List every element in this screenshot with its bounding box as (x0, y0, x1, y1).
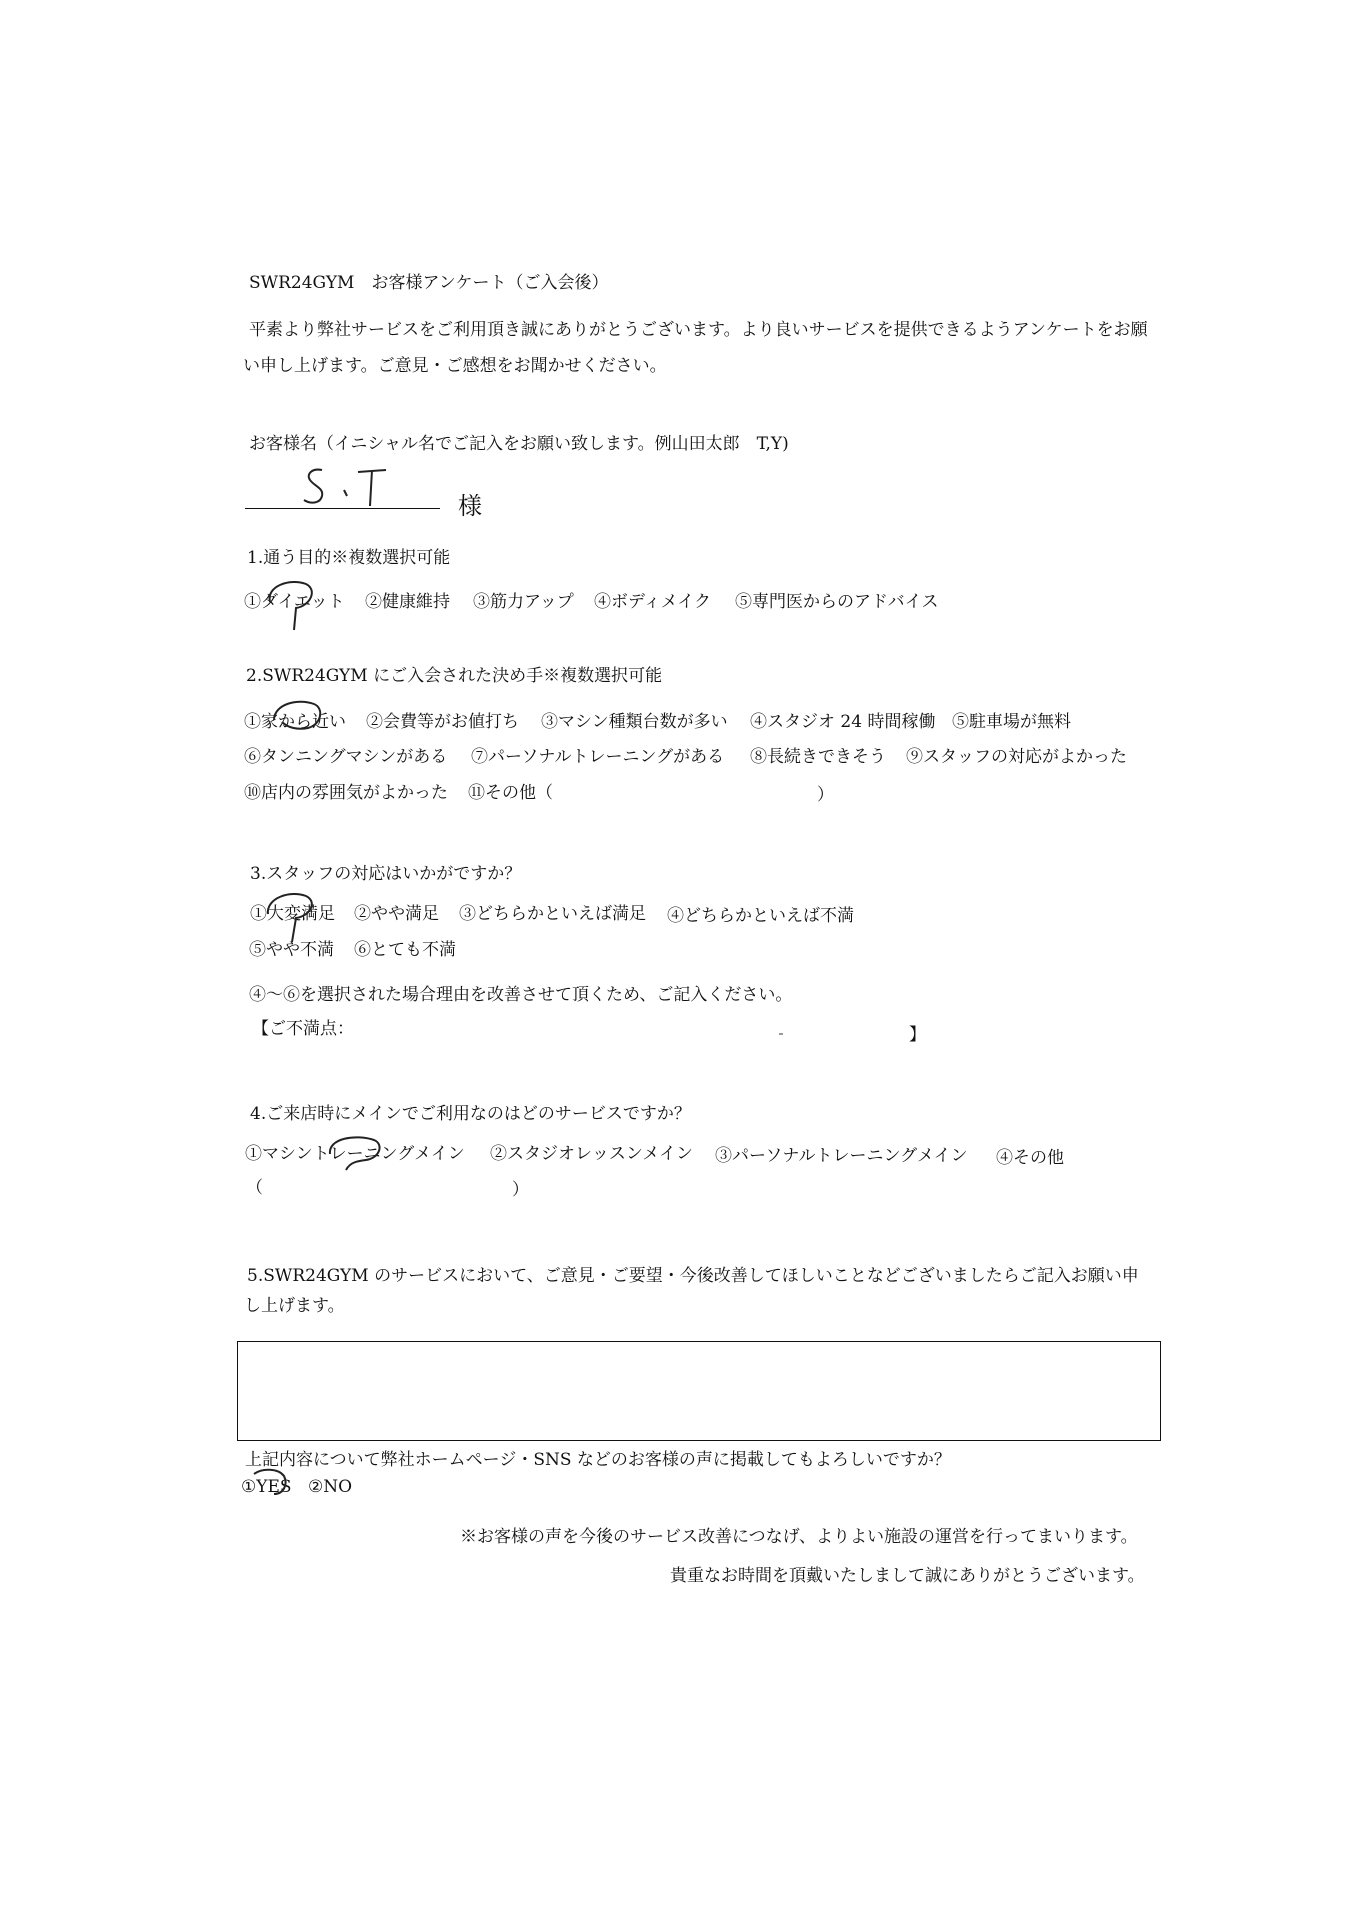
q2-option-staff[interactable]: ⑨スタッフの対応がよかった (906, 747, 1127, 767)
q3-note: ④～⑥を選択された場合理由を改善させて頂くため、ご記入ください。 (249, 985, 793, 1005)
q2-option-personal-training[interactable]: ⑦パーソナルトレーニングがある (471, 747, 725, 767)
scan-speck (779, 1033, 783, 1035)
q2-option-tanning[interactable]: ⑥タンニングマシンがある (244, 747, 448, 767)
q4-other-close-paren: ） (512, 1180, 529, 1200)
q5-title-line-1: 5.SWR24GYM のサービスにおいて、ご意見・ご要望・今後改善してほしいことなどございましたらご記入お願い申 (247, 1266, 1139, 1286)
q3-title: 3.スタッフの対応はいかがですか？ (250, 864, 522, 884)
q2-other-close-paren: ） (817, 785, 834, 805)
q3-option-very-satisfied[interactable]: ①大変満足 (250, 904, 335, 924)
publish-option-no[interactable]: ②NO (308, 1477, 353, 1497)
q5-title-line-2: し上げます。 (244, 1296, 345, 1316)
q4-option-personal-training[interactable]: ③パーソナルトレーニングメイン (715, 1146, 968, 1166)
q2-option-continue[interactable]: ⑧長続きできそう (750, 747, 886, 767)
q2-option-studio-24h[interactable]: ④スタジオ 24 時間稼働 (750, 712, 936, 732)
q2-option-machines[interactable]: ③マシン種類台数が多い (541, 712, 728, 732)
q3-option-rather-dissatisfied[interactable]: ④どちらかといえば不満 (667, 906, 854, 926)
q4-option-studio-lesson[interactable]: ②スタジオレッスンメイン (490, 1144, 693, 1164)
q1-option-diet[interactable]: ①ダイエット (244, 592, 345, 612)
intro-text-line-1: 平素より弊社サービスをご利用頂き誠にありがとうございます。より良いサービスを提供できるようアンケートをお願 (249, 320, 1148, 340)
q4-option-machine-training[interactable]: ①マシントレーニングメイン (245, 1144, 465, 1164)
q4-option-other[interactable]: ④その他 (996, 1148, 1064, 1168)
q3-option-somewhat-satisfied[interactable]: ②やや満足 (354, 904, 439, 924)
q2-option-other[interactable]: ⑪その他（ (468, 783, 553, 803)
honorific-sama: 様 (458, 492, 482, 520)
publish-option-yes[interactable]: ①YES (241, 1477, 292, 1497)
q1-option-health[interactable]: ②健康維持 (365, 592, 450, 612)
comment-box[interactable] (237, 1341, 1161, 1441)
q2-title: 2.SWR24GYM にご入会された決め手※複数選択可能 (246, 666, 663, 686)
publish-question: 上記内容について弊社ホームページ・SNS などのお客様の声に掲載してもよろしいですか？ (245, 1450, 951, 1470)
q2-option-atmosphere[interactable]: ⑩店内の雰囲気がよかった (244, 783, 448, 803)
q2-option-parking[interactable]: ⑤駐車場が無料 (952, 712, 1071, 732)
customer-name-label: お客様名（イニシャル名でご記入をお願い致します。例山田太郎 T,Y) (249, 434, 789, 454)
q3-complaint-label: 【ご不満点： (252, 1019, 354, 1039)
q2-option-near-home[interactable]: ①家から近い (244, 712, 346, 732)
q1-option-bodymake[interactable]: ④ボディメイク (594, 592, 711, 612)
footer-note: ※お客様の声を今後のサービス改善につなげ、よりよい施設の運営を行ってまいります。 (460, 1527, 1138, 1547)
q3-complaint-close: 】 (909, 1025, 926, 1045)
q1-option-advice[interactable]: ⑤専門医からのアドバイス (735, 592, 939, 612)
survey-title: SWR24GYM お客様アンケート（ご入会後） (249, 273, 609, 293)
q4-title: 4.ご来店時にメインでご利用なのはどのサービスですか？ (250, 1104, 691, 1124)
q3-option-somewhat-dissatisfied[interactable]: ⑤やや不満 (249, 940, 334, 960)
q1-title: 1.通う目的※複数選択可能 (247, 548, 451, 568)
q2-option-fee[interactable]: ②会費等がお値打ち (366, 712, 519, 732)
q3-option-rather-satisfied[interactable]: ③どちらかといえば満足 (459, 904, 646, 924)
q4-other-open-paren: （ (246, 1178, 263, 1198)
name-underline (245, 508, 440, 509)
footer-thanks: 貴重なお時間を頂戴いたしまして誠にありがとうございます。 (670, 1566, 1145, 1586)
intro-text-line-2: い申し上げます。ご意見・ご感想をお聞かせください。 (243, 356, 667, 376)
q1-option-muscle[interactable]: ③筋力アップ (473, 592, 574, 612)
q3-option-very-dissatisfied[interactable]: ⑥とても不満 (354, 940, 456, 960)
